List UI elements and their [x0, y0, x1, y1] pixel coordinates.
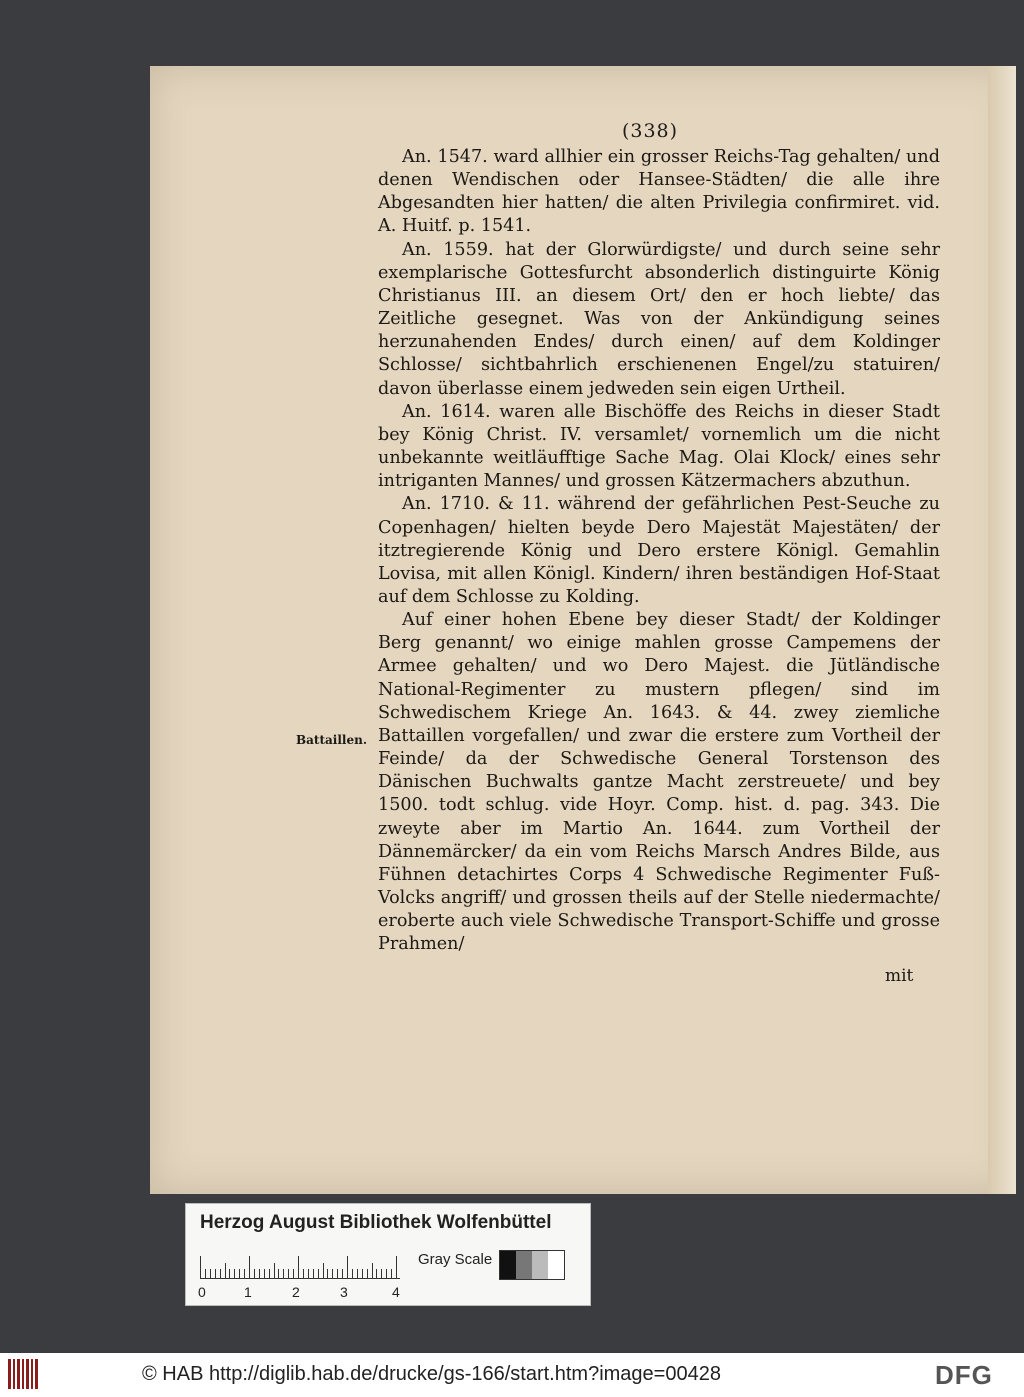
ruler-tick [367, 1269, 368, 1278]
ruler-tick [318, 1269, 319, 1278]
paragraph-1559: An. 1559. hat der Glorwürdigste/ und durch seine sehr exemplarische Gottesfurcht absonderlich distinguirte König Christianus III. an diesem Ort/ den er hoch liebte/ das Zeitliche gesegnet. Was von der Ankündigung seines herzunahenden Endes/ durch einen/ auf dem Koldinger Schlosse/ sichtbahrlich erschienenen Engel/zu statuiren/ davon überlasse einem jedweden sein eigen Urtheil. [378, 239, 940, 399]
ruler-tick [342, 1269, 343, 1278]
scale-ruler [200, 1254, 400, 1279]
ruler-tick [234, 1269, 235, 1278]
ruler-tick [362, 1269, 363, 1278]
ruler-tick [381, 1269, 382, 1278]
gray-swatch-light [532, 1251, 548, 1279]
ruler-tick [293, 1269, 294, 1278]
ruler-tick [274, 1263, 275, 1278]
paragraph-1710: An. 1710. & 11. während der gefährlichen Pest-Seuche zu Copenhagen/ hielten beyde Dero Majestät Majestäten/ der itztregierende König und Dero erstere Königl. Gemahlin Lovisa, mit allen Königl. Kindern/ ihren beständigen Hof-Staat auf dem Schlosse zu Kolding. [378, 494, 940, 607]
catchword: mit [885, 966, 914, 986]
ruler-number-0: 0 [198, 1284, 206, 1300]
ruler-tick [210, 1269, 211, 1278]
ruler-tick [283, 1269, 284, 1278]
library-color-bar [185, 1203, 591, 1306]
ruler-number-1: 1 [244, 1284, 252, 1300]
gray-swatch-white [548, 1251, 564, 1279]
ruler-tick [298, 1256, 299, 1278]
marginal-note: Battaillen. [296, 733, 367, 747]
ruler-tick [244, 1269, 245, 1278]
gray-scale-swatches [499, 1250, 565, 1280]
ruler-tick [220, 1269, 221, 1278]
ruler-number-3: 3 [340, 1284, 348, 1300]
hab-logo-icon [8, 1359, 38, 1389]
gray-swatch-black [500, 1251, 516, 1279]
ruler-tick [303, 1269, 304, 1278]
copyright-link[interactable]: © HAB http://diglib.hab.de/drucke/gs-166/start.htm?image=00428 [142, 1363, 721, 1385]
ruler-tick [278, 1269, 279, 1278]
ruler-tick [313, 1269, 314, 1278]
ruler-number-4: 4 [392, 1284, 400, 1300]
gray-swatch-dark [516, 1251, 532, 1279]
paragraph-koldinger-berg: Auf einer hohen Ebene bey dieser Stadt/ der Koldinger Berg genannt/ wo einige mahlen grosse Campemens der Armee gehalten/ und wo Dero Majest. die Jütländische National-Regimenter zu mustern pflegen/ sind im Schwedischem Kriege An. 1643. & 44. zwey ziemliche Battaillen vorgefallen/ und zwar die erstere zum Vortheil der Feinde/ da der Schwedische General Torstenson des Dänischen Buchwalts gantze Macht zerstreuete/ und bey 1500. todt schlug. vide Hoyr. Comp. hist. d. pag. 343. Die zweyte aber im Martio An. 1644. zum Vortheil der Dännemärcker/ da ein vom Reichs Marsch Andres Bilde, aus Fühnen detachirtes Corps 4 Schwedische Regimenter Fuß-Volcks angriff/ und grossen theils auf der Stelle niedermachte/ eroberte auch viele Schwedische Transport-Schiffe und grosse Prahmen/ [378, 610, 940, 955]
ruler-tick [249, 1256, 250, 1278]
ruler-tick [225, 1263, 226, 1278]
dfg-logo: DFG [935, 1360, 993, 1390]
library-name: Herzog August Bibliothek Wolfenbüttel [200, 1212, 552, 1233]
ruler-tick [396, 1256, 397, 1278]
ruler-tick [239, 1269, 240, 1278]
paragraph-1614: An. 1614. waren alle Bischöffe des Reichs in dieser Stadt bey König Christ. IV. versamlet/ vornemlich um die nicht unbekannte weitläufftige Sache Mag. Olai Klock/ eines sehr intriganten Mannes/ und grossen Kätzermachers abzuthun. [378, 401, 940, 492]
body-text [378, 146, 940, 956]
document-page [150, 66, 1016, 1194]
ruler-tick [347, 1256, 348, 1278]
ruler-tick [323, 1263, 324, 1278]
ruler-tick [229, 1269, 230, 1278]
ruler-tick [352, 1269, 353, 1278]
ruler-tick [357, 1269, 358, 1278]
paragraph-1547: An. 1547. ward allhier ein grosser Reichs-Tag gehalten/ und denen Wendischen oder Hansee-Städten/ die alle ihre Abgesandten hier hatten/ die alten Privilegia confirmiret. vid. A. Huitf. p. 1541. [378, 147, 940, 237]
ruler-number-2: 2 [292, 1284, 300, 1300]
viewer-footer [0, 1353, 1024, 1397]
ruler-tick [259, 1269, 260, 1278]
ruler-tick [337, 1269, 338, 1278]
ruler-tick [269, 1269, 270, 1278]
ruler-tick [327, 1269, 328, 1278]
gray-scale-label: Gray Scale [418, 1251, 493, 1268]
page-number-header: (338) [621, 120, 679, 142]
ruler-tick [391, 1269, 392, 1278]
ruler-tick [215, 1269, 216, 1278]
ruler-tick [376, 1269, 377, 1278]
ruler-tick [205, 1269, 206, 1278]
ruler-tick [254, 1269, 255, 1278]
ruler-tick [288, 1269, 289, 1278]
ruler-tick [200, 1256, 201, 1278]
ruler-tick [372, 1263, 373, 1278]
ruler-tick [386, 1269, 387, 1278]
ruler-tick [264, 1269, 265, 1278]
ruler-tick [332, 1269, 333, 1278]
ruler-tick [308, 1269, 309, 1278]
